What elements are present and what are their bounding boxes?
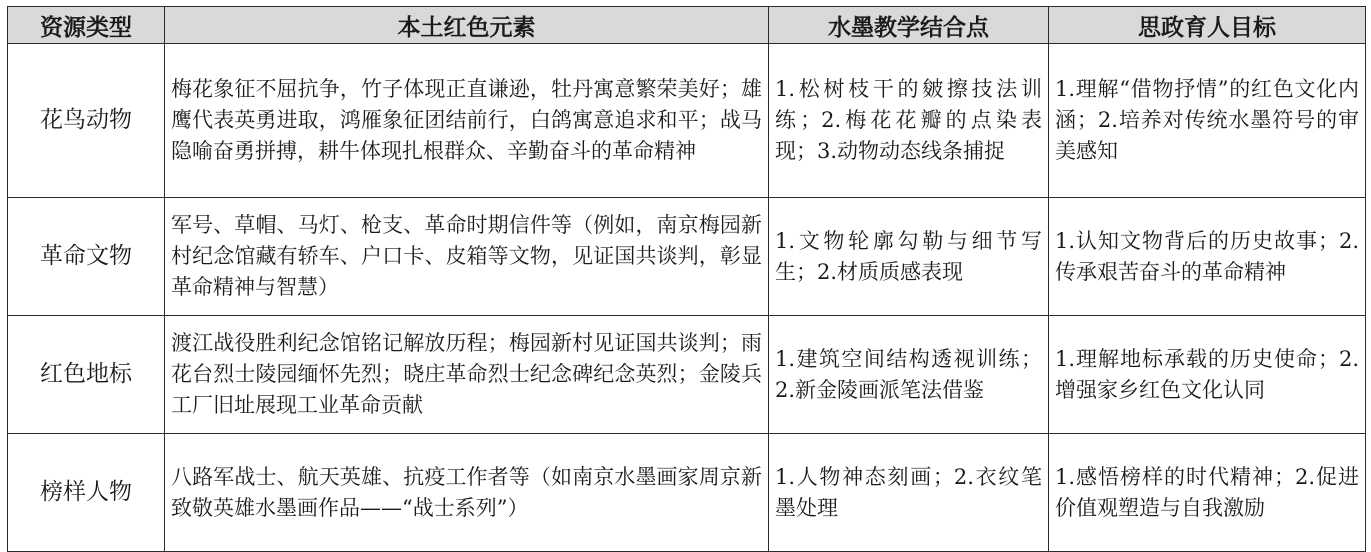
header-resource-type: 资源类型	[8, 7, 165, 44]
elements-cell: 梅花象征不屈抗争，竹子体现正直谦逊，牡丹寓意繁荣美好；雄鹰代表英勇进取，鸿雁象征团结前行，白鸽寓意追求和平；战马隐喻奋勇拼搏，耕牛体现扎根群众、辛勤奋斗的革命精神	[165, 44, 769, 198]
table-row	[8, 434, 1366, 552]
red-resources-table	[7, 6, 1366, 552]
goal-cell: 1.理解“借物抒情”的红色文化内涵；2.培养对传统水墨符号的审美感知	[1049, 44, 1366, 198]
resource-type-cell: 红色地标	[8, 316, 165, 434]
header-local-red-elements: 本土红色元素	[165, 7, 769, 44]
resource-type-cell: 革命文物	[8, 198, 165, 316]
elements-cell: 八路军战士、航天英雄、抗疫工作者等（如南京水墨画家周京新致敬英雄水墨画作品——“战士系列”）	[165, 434, 769, 552]
teaching-cell: 1.人物神态刻画；2.衣纹笔墨处理	[769, 434, 1049, 552]
table-row	[8, 198, 1366, 316]
resource-type-cell: 花鸟动物	[8, 44, 165, 198]
header-row	[8, 7, 1366, 44]
teaching-cell: 1.松树枝干的皴擦技法训练；2.梅花花瓣的点染表现；3.动物动态线条捕捉	[769, 44, 1049, 198]
goal-cell: 1.理解地标承载的历史使命；2.增强家乡红色文化认同	[1049, 316, 1366, 434]
teaching-cell: 1.建筑空间结构透视训练；2.新金陵画派笔法借鉴	[769, 316, 1049, 434]
teaching-cell: 1.文物轮廓勾勒与细节写生；2.材质质感表现	[769, 198, 1049, 316]
goal-cell: 1.感悟榜样的时代精神；2.促进价值观塑造与自我激励	[1049, 434, 1366, 552]
resource-type-cell: 榜样人物	[8, 434, 165, 552]
table-row	[8, 44, 1366, 198]
goal-cell: 1.认知文物背后的历史故事；2.传承艰苦奋斗的革命精神	[1049, 198, 1366, 316]
table-row	[8, 316, 1366, 434]
elements-cell: 渡江战役胜利纪念馆铭记解放历程；梅园新村见证国共谈判；雨花台烈士陵园缅怀先烈；晓庄革命烈士纪念碑纪念英烈；金陵兵工厂旧址展现工业革命贡献	[165, 316, 769, 434]
header-ink-teaching-points: 水墨教学结合点	[769, 7, 1049, 44]
elements-cell: 军号、草帽、马灯、枪支、革命时期信件等（例如，南京梅园新村纪念馆藏有轿车、户口卡、皮箱等文物，见证国共谈判，彰显革命精神与智慧）	[165, 198, 769, 316]
header-education-goals: 思政育人目标	[1049, 7, 1366, 44]
